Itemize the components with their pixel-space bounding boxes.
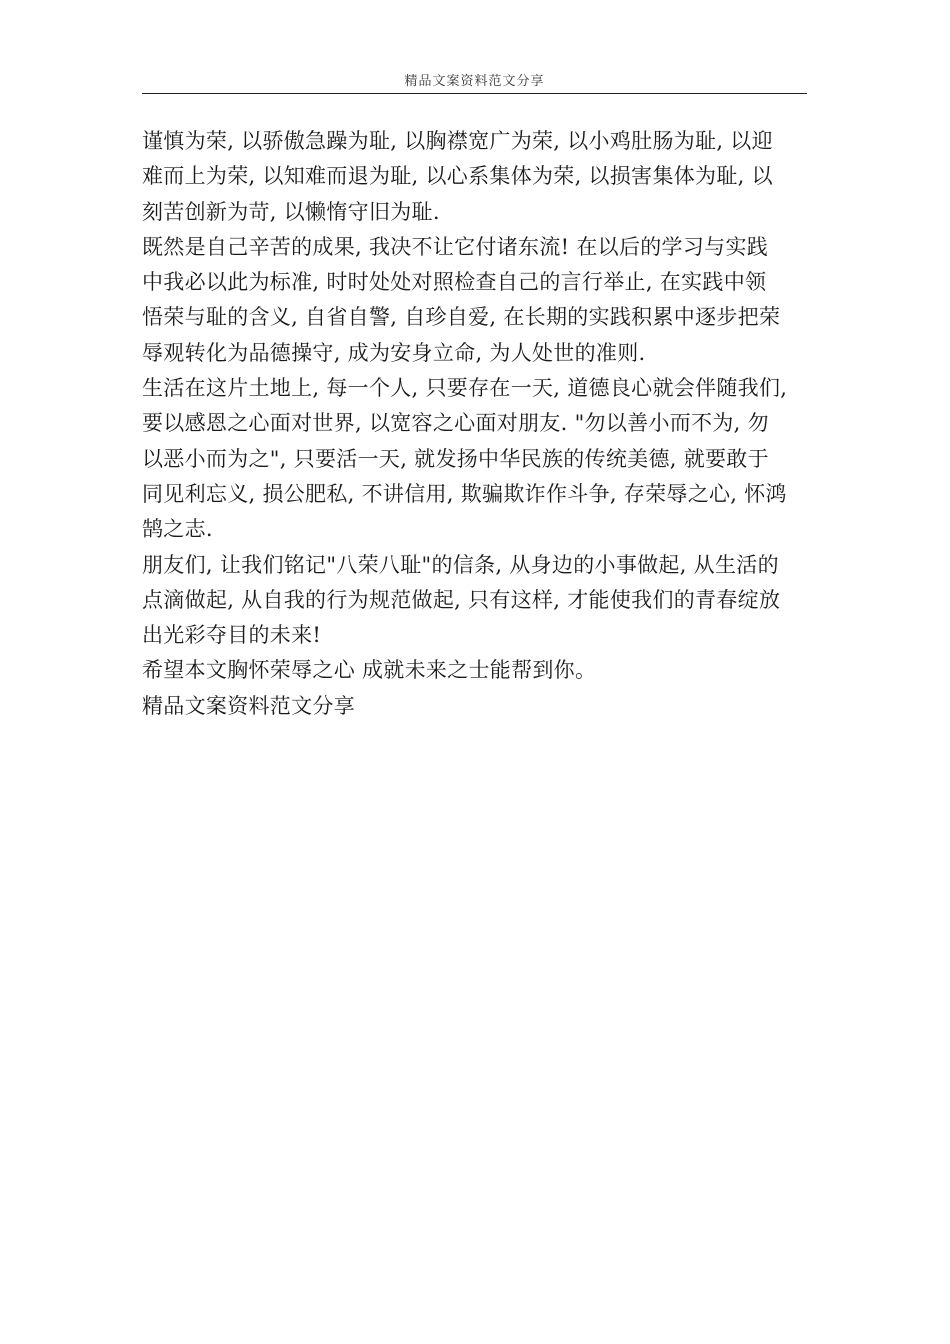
text-line: 辱观转化为品德操守, 成为安身立命, 为人处世的准则. (142, 340, 646, 365)
text-line: 希望本文胸怀荣辱之心 成就未来之士能帮到你。 (142, 658, 597, 683)
text-line: 点滴做起, 从自我的行为规范做起, 只有这样, 才能使我们的青春绽放 (142, 587, 781, 612)
header-divider (142, 93, 807, 94)
text-line: 刻苦创新为苛, 以懒惰守旧为耻. (142, 199, 440, 224)
document-body (142, 124, 817, 724)
text-line: 朋友们, 让我们铭记"八荣八耻"的信条, 从身边的小事做起, 从生活的 (142, 552, 779, 577)
text-line: 既然是自己辛苦的成果, 我决不让它付诸东流! 在以后的学习与实践 (142, 234, 769, 259)
text-line: 谨慎为荣, 以骄傲急躁为耻, 以胸襟宽广为荣, 以小鸡肚肠为耻, 以迎 (142, 129, 773, 153)
text-line: 中我必以此为标准, 时时处处对照检查自己的言行举止, 在实践中领 (142, 270, 767, 295)
page-header-title: 精品文案资料范文分享 (404, 74, 545, 89)
text-line: 悟荣与耻的含义, 自省自警, 自珍自爱, 在长期的实践积累中逐步把荣 (142, 305, 781, 330)
text-line: 同见利忘义, 损公肥私, 不讲信用, 欺骗欺诈作斗争, 存荣辱之心, 怀鸿 (142, 481, 787, 506)
text-line: 生活在这片土地上, 每一个人, 只要存在一天, 道德良心就会伴随我们, (142, 376, 788, 401)
text-line: 鹄之志. (142, 517, 213, 542)
text-line: 要以感恩之心面对世界, 以宽容之心面对朋友. "勿以善小而不为, 勿 (142, 411, 769, 436)
text-line: 难而上为荣, 以知难而退为耻, 以心系集体为荣, 以损害集体为耻, 以 (142, 164, 773, 189)
text-line: 出光彩夺目的未来! (142, 623, 322, 648)
footer-text: 精品文案资料范文分享 (142, 693, 355, 718)
text-line: 以恶小而为之", 只要活一天, 就发扬中华民族的传统美德, 就要敢于 (142, 446, 769, 471)
